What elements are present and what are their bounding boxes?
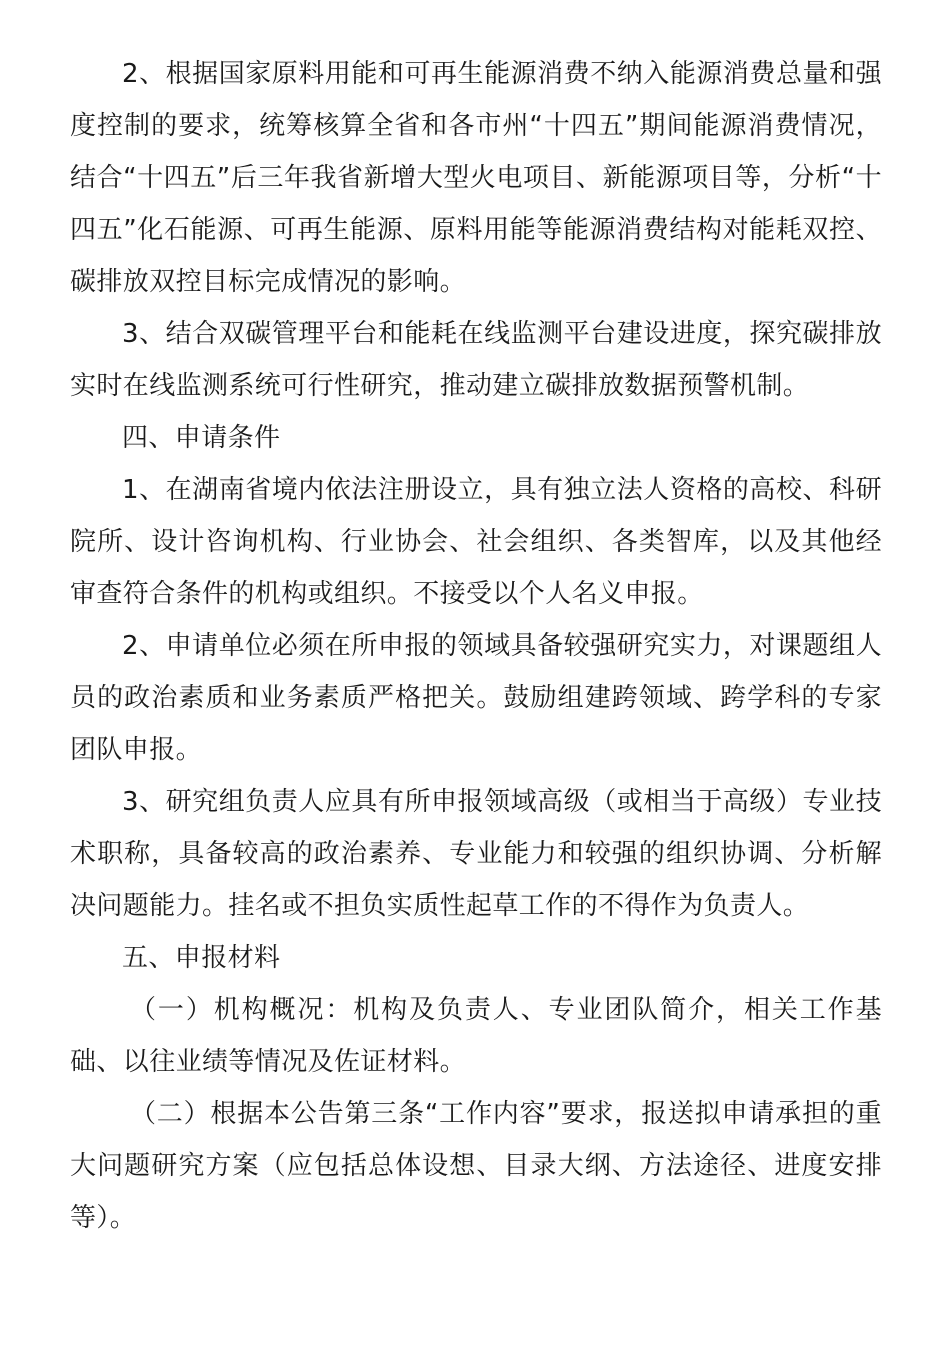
document-page <box>70 48 882 1244</box>
condition-item-2: 2、申请单位必须在所申报的领域具备较强研究实力，对课题组人员的政治素质和业务素质严格把关。鼓励组建跨领域、跨学科的专家团队申报。 <box>70 631 882 765</box>
paragraph-energy-structure-analysis: 2、根据国家原料用能和可再生能源消费不纳入能源消费总量和强度控制的要求，统筹核算全省和各市州“十四五”期间能源消费情况，结合“十四五”后三年我省新增大型火电项目、新能源项目等，分析“十四五”化石能源、可再生能源、原料用能等能源消费结构对能耗双控、碳排放双控目标完成情况的影响。 <box>70 59 882 297</box>
section-heading-application-materials: 五、申报材料 <box>122 943 281 973</box>
condition-item-1: 1、在湖南省境内依法注册设立，具有独立法人资格的高校、科研院所、设计咨询机构、行业协会、社会组织、各类智库，以及其他经审查符合条件的机构或组织。不接受以个人名义申报。 <box>70 475 882 609</box>
material-item-1: （一）机构概况：机构及负责人、专业团队简介，相关工作基础、以往业绩等情况及佐证材料。 <box>70 995 882 1077</box>
section-heading-application-conditions: 四、申请条件 <box>122 423 281 453</box>
condition-item-3: 3、研究组负责人应具有所申报领域高级（或相当于高级）专业技术职称，具备较高的政治素养、专业能力和较强的组织协调、分析解决问题能力。挂名或不担负实质性起草工作的不得作为负责人。 <box>70 787 882 921</box>
paragraph-carbon-monitoring: 3、结合双碳管理平台和能耗在线监测平台建设进度，探究碳排放实时在线监测系统可行性研究，推动建立碳排放数据预警机制。 <box>70 319 882 401</box>
material-item-2: （二）根据本公告第三条“工作内容”要求，报送拟申请承担的重大问题研究方案（应包括总体设想、目录大纲、方法途径、进度安排等）。 <box>70 1099 882 1233</box>
